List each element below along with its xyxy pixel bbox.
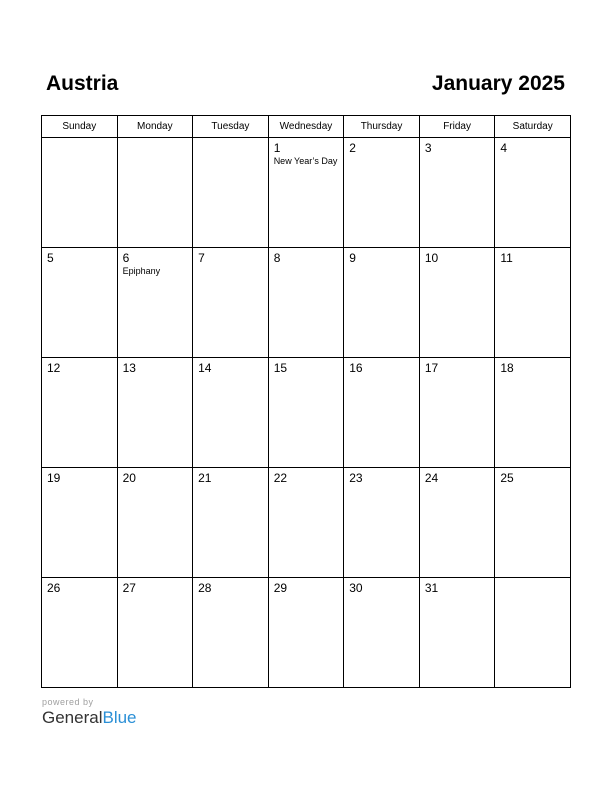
day-cell (42, 138, 118, 248)
day-number: 16 (349, 361, 363, 375)
day-number: 6 (122, 251, 130, 265)
day-cell (117, 248, 193, 358)
day-number: 7 (198, 251, 205, 265)
calendar-grid (41, 115, 571, 688)
holiday-label: New Year’s Day (273, 156, 338, 166)
day-number: 4 (500, 141, 508, 155)
day-number: 8 (273, 251, 281, 265)
week-row (42, 138, 571, 248)
day-number: 15 (273, 361, 288, 375)
day-cell (268, 358, 344, 468)
day-cell (268, 138, 344, 248)
week-row (42, 468, 571, 578)
day-cell (495, 578, 571, 688)
day-cell (193, 468, 269, 578)
day-cell (495, 358, 571, 468)
day-cell (268, 578, 344, 688)
weekday-header-tuesday: Tuesday (193, 116, 269, 138)
day-cell (193, 138, 269, 248)
day-cell (495, 468, 571, 578)
day-number: 21 (198, 471, 212, 485)
day-number: 26 (47, 581, 61, 595)
day-number: 27 (122, 581, 136, 595)
day-cell (419, 248, 495, 358)
day-number: 22 (273, 471, 288, 485)
weekday-header-friday: Friday (419, 116, 495, 138)
day-cell (193, 578, 269, 688)
country-title: Austria (46, 72, 119, 95)
day-cell (117, 138, 193, 248)
weekday-header-row (42, 116, 571, 138)
day-number: 17 (424, 361, 439, 375)
day-cell (344, 468, 420, 578)
day-number: 29 (273, 581, 288, 595)
week-row (42, 358, 571, 468)
day-number: 19 (47, 471, 61, 485)
day-cell (495, 138, 571, 248)
weekday-header-saturday: Saturday (495, 116, 571, 138)
day-cell (117, 578, 193, 688)
month-title: January 2025 (431, 72, 565, 95)
day-cell (419, 358, 495, 468)
day-number: 25 (500, 471, 514, 485)
powered-by-text: powered by (42, 697, 94, 707)
day-number: 2 (349, 141, 356, 155)
day-cell (419, 578, 495, 688)
day-number: 18 (500, 361, 514, 375)
brand-blue: Blue (102, 708, 137, 727)
day-number: 20 (122, 471, 136, 485)
day-cell (117, 358, 193, 468)
day-cell (268, 468, 344, 578)
day-number: 24 (424, 471, 439, 485)
calendar-body (42, 138, 571, 688)
day-number: 9 (349, 251, 356, 265)
brand-general: General (42, 708, 103, 727)
day-cell (42, 358, 118, 468)
day-number: 12 (47, 361, 61, 375)
footer-branding (42, 697, 137, 728)
day-cell (344, 248, 420, 358)
weekday-header-sunday: Sunday (42, 116, 118, 138)
brand-logo (42, 708, 137, 728)
week-row (42, 578, 571, 688)
day-cell (42, 248, 118, 358)
weekday-header-thursday: Thursday (344, 116, 420, 138)
weekday-header-monday: Monday (117, 116, 193, 138)
day-number: 13 (122, 361, 136, 375)
day-number: 1 (273, 141, 281, 155)
day-cell (193, 248, 269, 358)
day-number: 30 (349, 581, 363, 595)
day-cell (42, 468, 118, 578)
day-cell (344, 358, 420, 468)
day-cell (42, 578, 118, 688)
day-number: 14 (198, 361, 212, 375)
day-cell (344, 578, 420, 688)
day-cell (495, 248, 571, 358)
holiday-label: Epiphany (122, 266, 161, 276)
day-number: 31 (424, 581, 439, 595)
day-cell (268, 248, 344, 358)
day-cell (419, 468, 495, 578)
weekday-header-wednesday: Wednesday (268, 116, 344, 138)
week-row (42, 248, 571, 358)
day-cell (344, 138, 420, 248)
day-number: 3 (424, 141, 432, 155)
day-cell (117, 468, 193, 578)
day-number: 11 (500, 251, 513, 265)
day-cell (193, 358, 269, 468)
day-number: 5 (47, 251, 54, 265)
day-number: 28 (198, 581, 212, 595)
day-cell (419, 138, 495, 248)
day-number: 10 (424, 251, 439, 265)
day-number: 23 (349, 471, 363, 485)
